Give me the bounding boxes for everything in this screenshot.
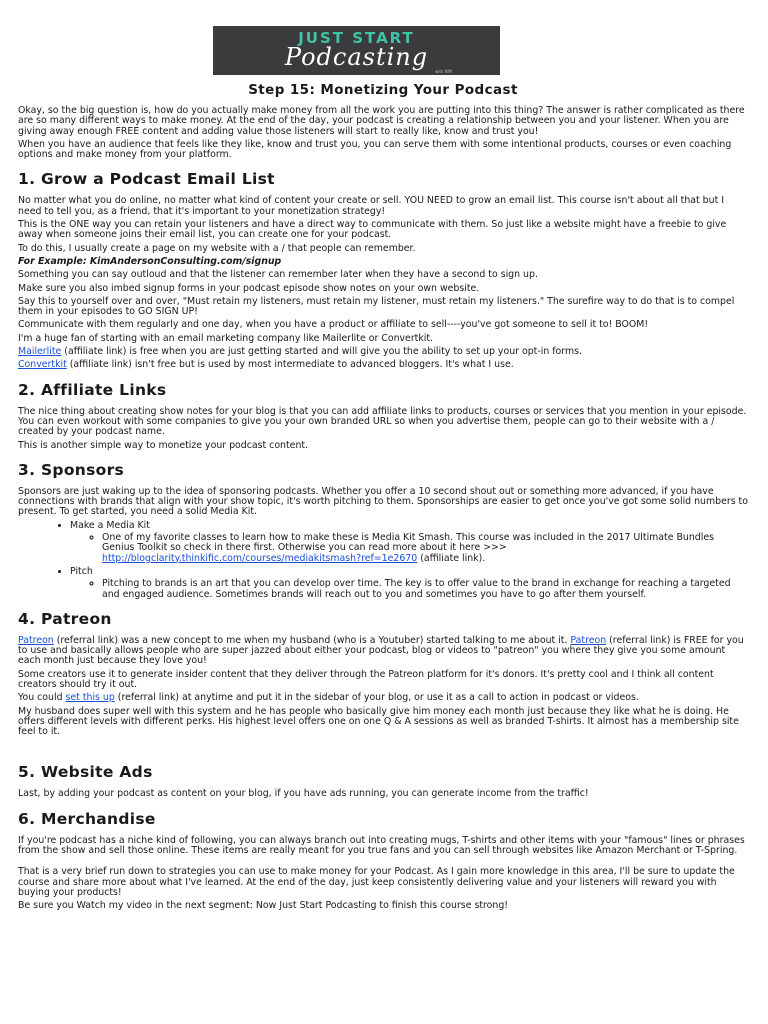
paragraph: Make sure you also imbed signup forms in your podcast episode show notes on your own website. — [18, 282, 480, 294]
logo-script-line: Podcasting — [284, 43, 429, 71]
section-heading-patreon: 4. Patreon — [18, 609, 112, 628]
paragraph: I'm a huge fan of starting with an email marketing company like Mailerlite or Convertkit. — [18, 332, 434, 344]
paragraph: Say this to yourself over and over, "Must retain my listeners, must retain my listener, must retain my listeners." The surefire way to do that is to compel them in your episodes to GO SIGN UP! — [18, 295, 735, 318]
paragraph: Last, by adding your podcast as content on your blog, if you have ads running, you can generate income from the traffic! — [18, 788, 589, 800]
paragraph: Sponsors are just waking up to the idea of sponsoring podcasts. Whether you offer a 10 second shout out or something more advanced, if you have connections with brands that align with your show topic, it's worth pitching to them. Sponsorships are easier to get once you've got some solid numbers to present. To get started, you need a solid Media Kit. — [18, 485, 748, 518]
paragraph: This is the ONE way you can retain your listeners and have a direct way to communicate with them. So just like a website might have a freebie to give away when someone joins their email list, you can create one for your podcast. — [18, 219, 727, 241]
list-item — [70, 521, 748, 564]
list-item-label: Pitch — [70, 565, 93, 577]
paragraph: The nice thing about creating show notes for your blog is that you can add affiliate links to products, courses or services that you mention in your episode. You can even workout with some companies to give you your own branded URL so when you advertise them, people can go to their website with a / created by your podcast name. — [18, 405, 747, 438]
closing-paragraph: Be sure you Watch my video in the next segment: Now Just Start Podcasting to finish this course strong! — [18, 900, 509, 912]
example-url: For Example: KimAndersonConsulting.com/signup — [18, 255, 282, 267]
text: (referral link) was a new concept to me when my husband (who is a Youtuber) started talking to me about it. — [53, 634, 571, 646]
text: (affiliate link) isn't free but is used by most intermediate to advanced bloggers. It's what I use. — [66, 359, 514, 371]
paragraph — [18, 693, 748, 703]
section-heading-affiliate-links: 2. Affiliate Links — [18, 380, 167, 399]
sponsor-steps-list — [18, 521, 748, 600]
just-start-podcasting-logo — [213, 26, 500, 75]
text: You could — [18, 692, 66, 704]
paragraph — [18, 360, 748, 370]
closing-paragraph: That is a very brief run down to strategies you can use to make money for your Podcast. As I gain more knowledge in this area, I'll be sure to update the course and share more about what I've learned. At the end of the day, just keep consistently delivering value and your listeners will reward you with buying your products! — [18, 866, 735, 898]
mailerlite-link[interactable]: Mailerlite — [18, 346, 62, 358]
text: One of my favorite classes to learn how to make these is Media Kit Smash. This course was included in the 2017 Ultimate Bundles Genius Toolkit so check in there first. Otherwise you can read more about it here >>> — [102, 532, 714, 554]
paragraph: Something you can say outloud and that the listener can remember later when they have a second to sign up. — [18, 269, 538, 281]
document-body — [18, 82, 748, 915]
intro-paragraph-2: When you have an audience that feels like they like, know and trust you, you can serve them with some intentional products, courses or even coaching options and make money from your platform. — [18, 138, 732, 161]
text: (referral link) is FREE for you to use and basically allows people who are super jazzed about either your podcast, blog or videos to "patreon" you where they give you some amount each month just because they love you! — [18, 634, 744, 667]
logo-tagline: with KIM — [434, 69, 452, 74]
patreon-link[interactable]: Patreon — [18, 634, 54, 646]
logo-title-line: JUST START — [298, 29, 415, 47]
paragraph: Some creators use it to generate insider content that they deliver through the Patreon platform for it's donors. It's pretty cool and I think all content creators should try it out. — [18, 668, 714, 690]
list-item — [70, 567, 748, 600]
paragraph: To do this, I usually create a page on my website with a / that people can remember. — [18, 242, 416, 254]
convertkit-link[interactable]: Convertkit — [18, 359, 67, 371]
list-item: ◦ Pitching to brands is an art that you can develop over time. The key is to offer value to the brand in exchange for reaching a targeted and engaged audience. Sometimes brands will reach out to you and sometimes you have to go after them yourself. — [102, 579, 748, 600]
text: (affiliate link) is free when you are just getting started and will give you the ability to set up your opt-in forms. — [61, 346, 582, 358]
section-heading-email-list: 1. Grow a Podcast Email List — [18, 170, 275, 189]
page-title: Step 15: Monetizing Your Podcast — [248, 82, 518, 98]
intro-paragraph-1: Okay, so the big question is, how do you actually make money from all the work you are putting into this thing? The answer is rather complicated as there are so many different ways to make money. At the end of the day, your podcast is creating a relationship between you and your listener. When you are giving away enough FREE content and adding value those listeners will start to really like, know and trust you! — [18, 105, 745, 137]
set-this-up-link[interactable]: set this up — [65, 692, 115, 704]
paragraph: If you're podcast has a niche kind of following, you can always branch out into creating mugs, T-shirts and other items with your "famous" lines or phrases from the show and sell those online. These items are really meant for you true fans and you can sell through websites like Amazon Merchant or T-Spring. — [18, 834, 745, 857]
paragraph: Communicate with them regularly and one day, when you have a product or affiliate to sell----you've got someone to sell it to! BOOM! — [18, 319, 649, 331]
paragraph: My husband does super well with this system and he has people who basically give him money each month just because they like what he is doing. He offers different levels with different perks. His highest level offers one on one Q & A sessions as well as branded T-shirts. It almost has a membership site feel to it. — [18, 705, 739, 738]
list-item — [102, 533, 748, 564]
section-heading-merchandise: 6. Merchandise — [18, 809, 156, 828]
section-heading-sponsors: 3. Sponsors — [18, 460, 125, 479]
paragraph — [18, 636, 748, 667]
paragraph: No matter what you do online, no matter what kind of content your create or sell. YOU NEED to grow an email list. This course isn't about all that but I need to tell you, as a friend, that it's important to your monetization strategy! — [18, 195, 724, 217]
patreon-link-2[interactable]: Patreon — [570, 634, 607, 646]
paragraph — [18, 347, 748, 357]
text: (affiliate link). — [417, 552, 486, 564]
media-kit-smash-link[interactable]: http://blogclarity.thinkific.com/courses/mediakitsmash?ref=1e2670 — [102, 552, 418, 564]
sub-list — [70, 579, 748, 600]
text: (referral link) at anytime and put it in the sidebar of your blog, or use it as a call to action in podcast or videos. — [114, 692, 639, 704]
list-item-label: Make a Media Kit — [70, 519, 150, 531]
sub-list — [70, 533, 748, 564]
section-heading-website-ads: 5. Website Ads — [18, 763, 153, 782]
paragraph: This is another simple way to monetize your podcast content. — [18, 439, 309, 451]
